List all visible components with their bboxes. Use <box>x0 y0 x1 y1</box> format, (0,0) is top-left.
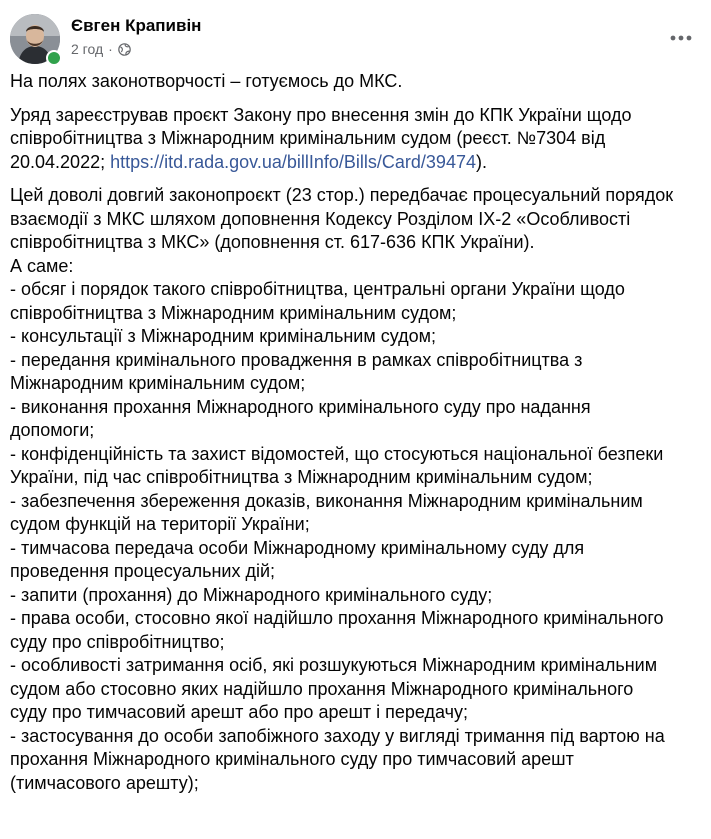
list-line: - обсяг і порядок такого співробітництва, центральні органи України щодо <box>10 279 625 299</box>
online-status-dot <box>46 50 62 66</box>
paragraph-prefix: 20.04.2022; <box>10 151 111 172</box>
meta-separator: · <box>108 41 113 57</box>
list-line: Цей доволі довгий законопроєкт (23 стор.) передбачає процесуальний порядок <box>10 185 674 205</box>
list-line: - консультації з Міжнародним кримінальним судом; <box>10 326 437 346</box>
list-line: судом або стосовно яких надійшло прохання Міжнародного кримінального <box>10 678 634 699</box>
list-line: суду про співробітництво; <box>10 631 225 652</box>
list-line: України, під час співробітництва з Міжнародним кримінальним судом; <box>10 467 593 487</box>
post-header <box>10 8 701 64</box>
paragraph-suffix: ). <box>475 151 487 172</box>
list-line: (тимчасового арешту); <box>10 772 199 793</box>
list-line: - тимчасова передача особи Міжнародному кримінальному суду для <box>10 537 585 558</box>
post-meta <box>71 41 131 57</box>
list-line: - передання кримінального провадження в рамках співробітництва з <box>10 349 583 370</box>
list-line: судом функцій на території України; <box>10 514 310 534</box>
list-line: проведення процесуальних дій; <box>10 561 276 581</box>
list-line: - виконання прохання Міжнародного кримінального суду про надання <box>10 396 591 417</box>
post-body <box>10 70 704 795</box>
list-line: - права особи, стосовно якої надійшло прохання Міжнародного кримінального <box>10 608 664 628</box>
list-line: - застосування до особи запобіжного заходу у вигляді тримання під вартою на <box>10 725 665 746</box>
paragraph-line-last <box>10 151 704 175</box>
bill-link[interactable]: https://itd.rada.gov.ua/billInfo/Bills/Card/39474 <box>110 151 476 172</box>
more-options-button[interactable] <box>667 24 695 52</box>
paragraph-line: співробітництва з Міжнародним кримінальним судом (реєст. №7304 від <box>10 128 606 148</box>
more-horizontal-icon <box>670 35 692 41</box>
post-intro: На полях законотворчості – готуємось до МКС. <box>10 71 403 91</box>
paragraph-line: Уряд зареєстрував проєкт Закону про внесення змін до КПК України щодо <box>10 104 632 125</box>
author-name[interactable]: Євген Крапивін <box>71 16 202 35</box>
list-line: - особливості затримання осіб, які розшукуються Міжнародним кримінальним <box>10 655 658 675</box>
list-line: допомоги; <box>10 420 95 440</box>
list-line: співробітництва з Міжнародним кримінальним судом; <box>10 302 457 323</box>
list-line: прохання Міжнародного кримінального суду про тимчасовий арешт <box>10 749 574 769</box>
list-line: А саме: <box>10 255 74 276</box>
list-line: взаємодії з МКС шляхом доповнення Кодексу Розділом IX-2 «Особливості <box>10 208 631 229</box>
globe-icon[interactable] <box>118 43 131 56</box>
list-line: Міжнародним кримінальним судом; <box>10 373 306 393</box>
post-paragraph <box>10 104 704 175</box>
post-time[interactable]: 2 год <box>71 41 104 57</box>
list-line: - забезпечення збереження доказів, виконання Міжнародним кримінальним <box>10 490 643 511</box>
avatar-wrapper[interactable] <box>10 14 60 64</box>
list-line: суду про тимчасовий арешт або про арешт і передачу; <box>10 702 469 722</box>
post-list <box>10 184 704 795</box>
list-line: співробітництва з МКС» (доповнення ст. 617-636 КПК України). <box>10 232 535 252</box>
list-line: - конфіденційність та захист відомостей, що стосуються національної безпеки <box>10 443 664 464</box>
list-line: - запити (прохання) до Міжнародного кримінального суду; <box>10 584 493 605</box>
